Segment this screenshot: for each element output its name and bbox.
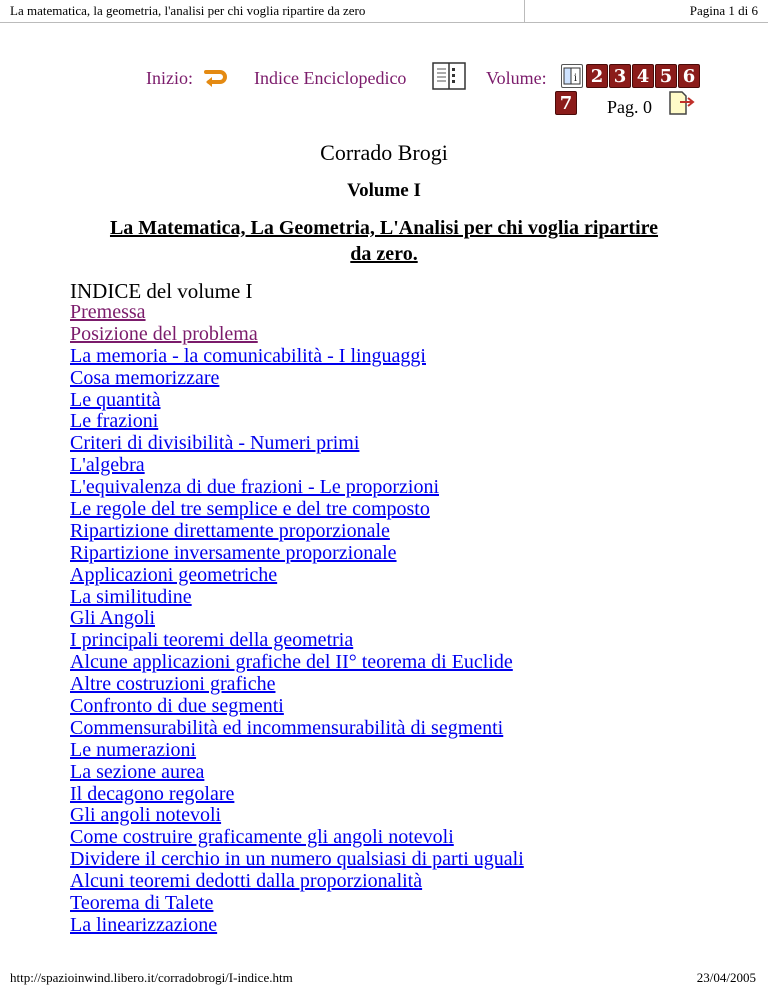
author-name: Corrado Brogi [320,140,448,165]
toc-item [70,740,730,762]
toc-item [70,630,730,652]
toc-link[interactable]: Le regole del tre semplice e del tre composto [70,498,430,521]
toc-link[interactable]: Le frazioni [70,410,159,433]
toc-item [70,827,730,849]
print-footer-url: http://spazioinwind.libero.it/corradobrogi/I-indice.htm [10,970,293,985]
page-number-label: Pag. 0 [607,97,652,117]
toc-item [70,915,730,937]
print-header-rule [0,22,768,23]
toc-link[interactable]: Criteri di divisibilità - Numeri primi [70,432,360,455]
toc-item [70,608,730,630]
print-footer [0,970,768,990]
toc-link[interactable]: Teorema di Talete [70,892,214,915]
toc-link[interactable]: L'equivalenza di due frazioni - Le proporzioni [70,476,440,499]
toc-link[interactable]: Cosa memorizzare [70,366,220,389]
toc-link[interactable]: Ripartizione inversamente proporzionale [70,541,397,564]
toc-link[interactable]: Applicazioni geometriche [70,563,278,586]
toc-list [70,302,730,937]
toc-link[interactable]: Gli Angoli [70,607,156,630]
toc-item [70,368,730,390]
toc-item [70,499,730,521]
toc-item [70,477,730,499]
toc-link[interactable]: Altre costruzioni grafiche [70,673,276,696]
toc-item [70,433,730,455]
volume-info-book-icon[interactable] [561,64,583,88]
toc-item [70,346,730,368]
toc-link[interactable]: Gli angoli notevoli [70,804,222,827]
indice-enciclopedico-link[interactable]: Indice Enciclopedico [254,68,407,88]
toc-item [70,521,730,543]
toc-link[interactable]: Alcune applicazioni grafiche del II° teorema di Euclide [70,651,513,674]
volume-6-button[interactable]: 6 [678,64,700,88]
toc-heading: INDICE del volume I [70,279,253,303]
print-header-title: La matematica, la geometria, l'analisi per chi voglia ripartire da zero [10,3,366,18]
volume-3-button[interactable]: 3 [609,64,631,88]
toc-link[interactable]: Come costruire graficamente gli angoli notevoli [70,826,454,849]
toc-link[interactable]: Confronto di due segmenti [70,695,284,718]
volume-4-button[interactable]: 4 [632,64,654,88]
volume-5-button[interactable]: 5 [655,64,677,88]
print-header-page-indicator: Pagina 1 di 6 [689,3,758,18]
open-book-icon[interactable] [432,62,466,90]
toc-link[interactable]: Premessa [70,301,146,323]
volume-7-button[interactable]: 7 [555,91,577,115]
toc-link[interactable]: Alcuni teoremi dedotti dalla proporzionalità [70,870,423,893]
return-arrow-icon[interactable] [203,66,227,88]
toc-link[interactable]: Posizione del problema [70,322,258,345]
toc-link[interactable]: La sezione aurea [70,760,205,783]
toc-item [70,652,730,674]
navigation-bar [0,58,768,118]
toc-item [70,805,730,827]
toc-link[interactable]: Il decagono regolare [70,782,235,805]
toc-item [70,871,730,893]
toc-item [70,455,730,477]
toc-item [70,849,730,871]
svg-text:i: i [573,73,578,84]
toc-item [70,718,730,740]
toc-item [70,543,730,565]
inizio-link[interactable]: Inizio: [146,68,193,88]
toc-link[interactable]: Commensurabilità ed incommensurabilità di segmenti [70,716,504,739]
toc-item [70,302,730,324]
toc-link[interactable]: Ripartizione direttamente proporzionale [70,519,390,542]
toc-link[interactable]: Le quantità [70,388,161,411]
table-of-contents [70,280,730,937]
toc-item [70,893,730,915]
volume-label: Volume: [486,68,547,88]
toc-link[interactable]: La similitudine [70,585,192,608]
toc-link[interactable]: L'algebra [70,454,145,477]
toc-link[interactable]: La memoria - la comunicabilità - I linguaggi [70,344,426,367]
toc-item [70,696,730,718]
print-header [0,0,768,22]
toc-link[interactable]: Le numerazioni [70,738,197,761]
toc-item [70,762,730,784]
next-page-icon[interactable] [667,88,697,118]
print-footer-date: 23/04/2005 [696,970,756,985]
toc-link[interactable]: I principali teoremi della geometria [70,629,354,652]
volume-2-button[interactable]: 2 [586,64,608,88]
toc-item [70,565,730,587]
print-header-divider [524,0,525,22]
toc-item [70,674,730,696]
toc-item [70,411,730,433]
toc-link[interactable]: La linearizzazione [70,913,218,936]
toc-item [70,587,730,609]
toc-item [70,324,730,346]
toc-link[interactable]: Dividere il cerchio in un numero qualsiasi di parti uguali [70,848,524,871]
main-title: La Matematica, La Geometria, L'Analisi per chi voglia ripartire da zero. [109,217,659,265]
toc-item [70,390,730,412]
volume-title: Volume I [347,180,421,201]
toc-item [70,784,730,806]
